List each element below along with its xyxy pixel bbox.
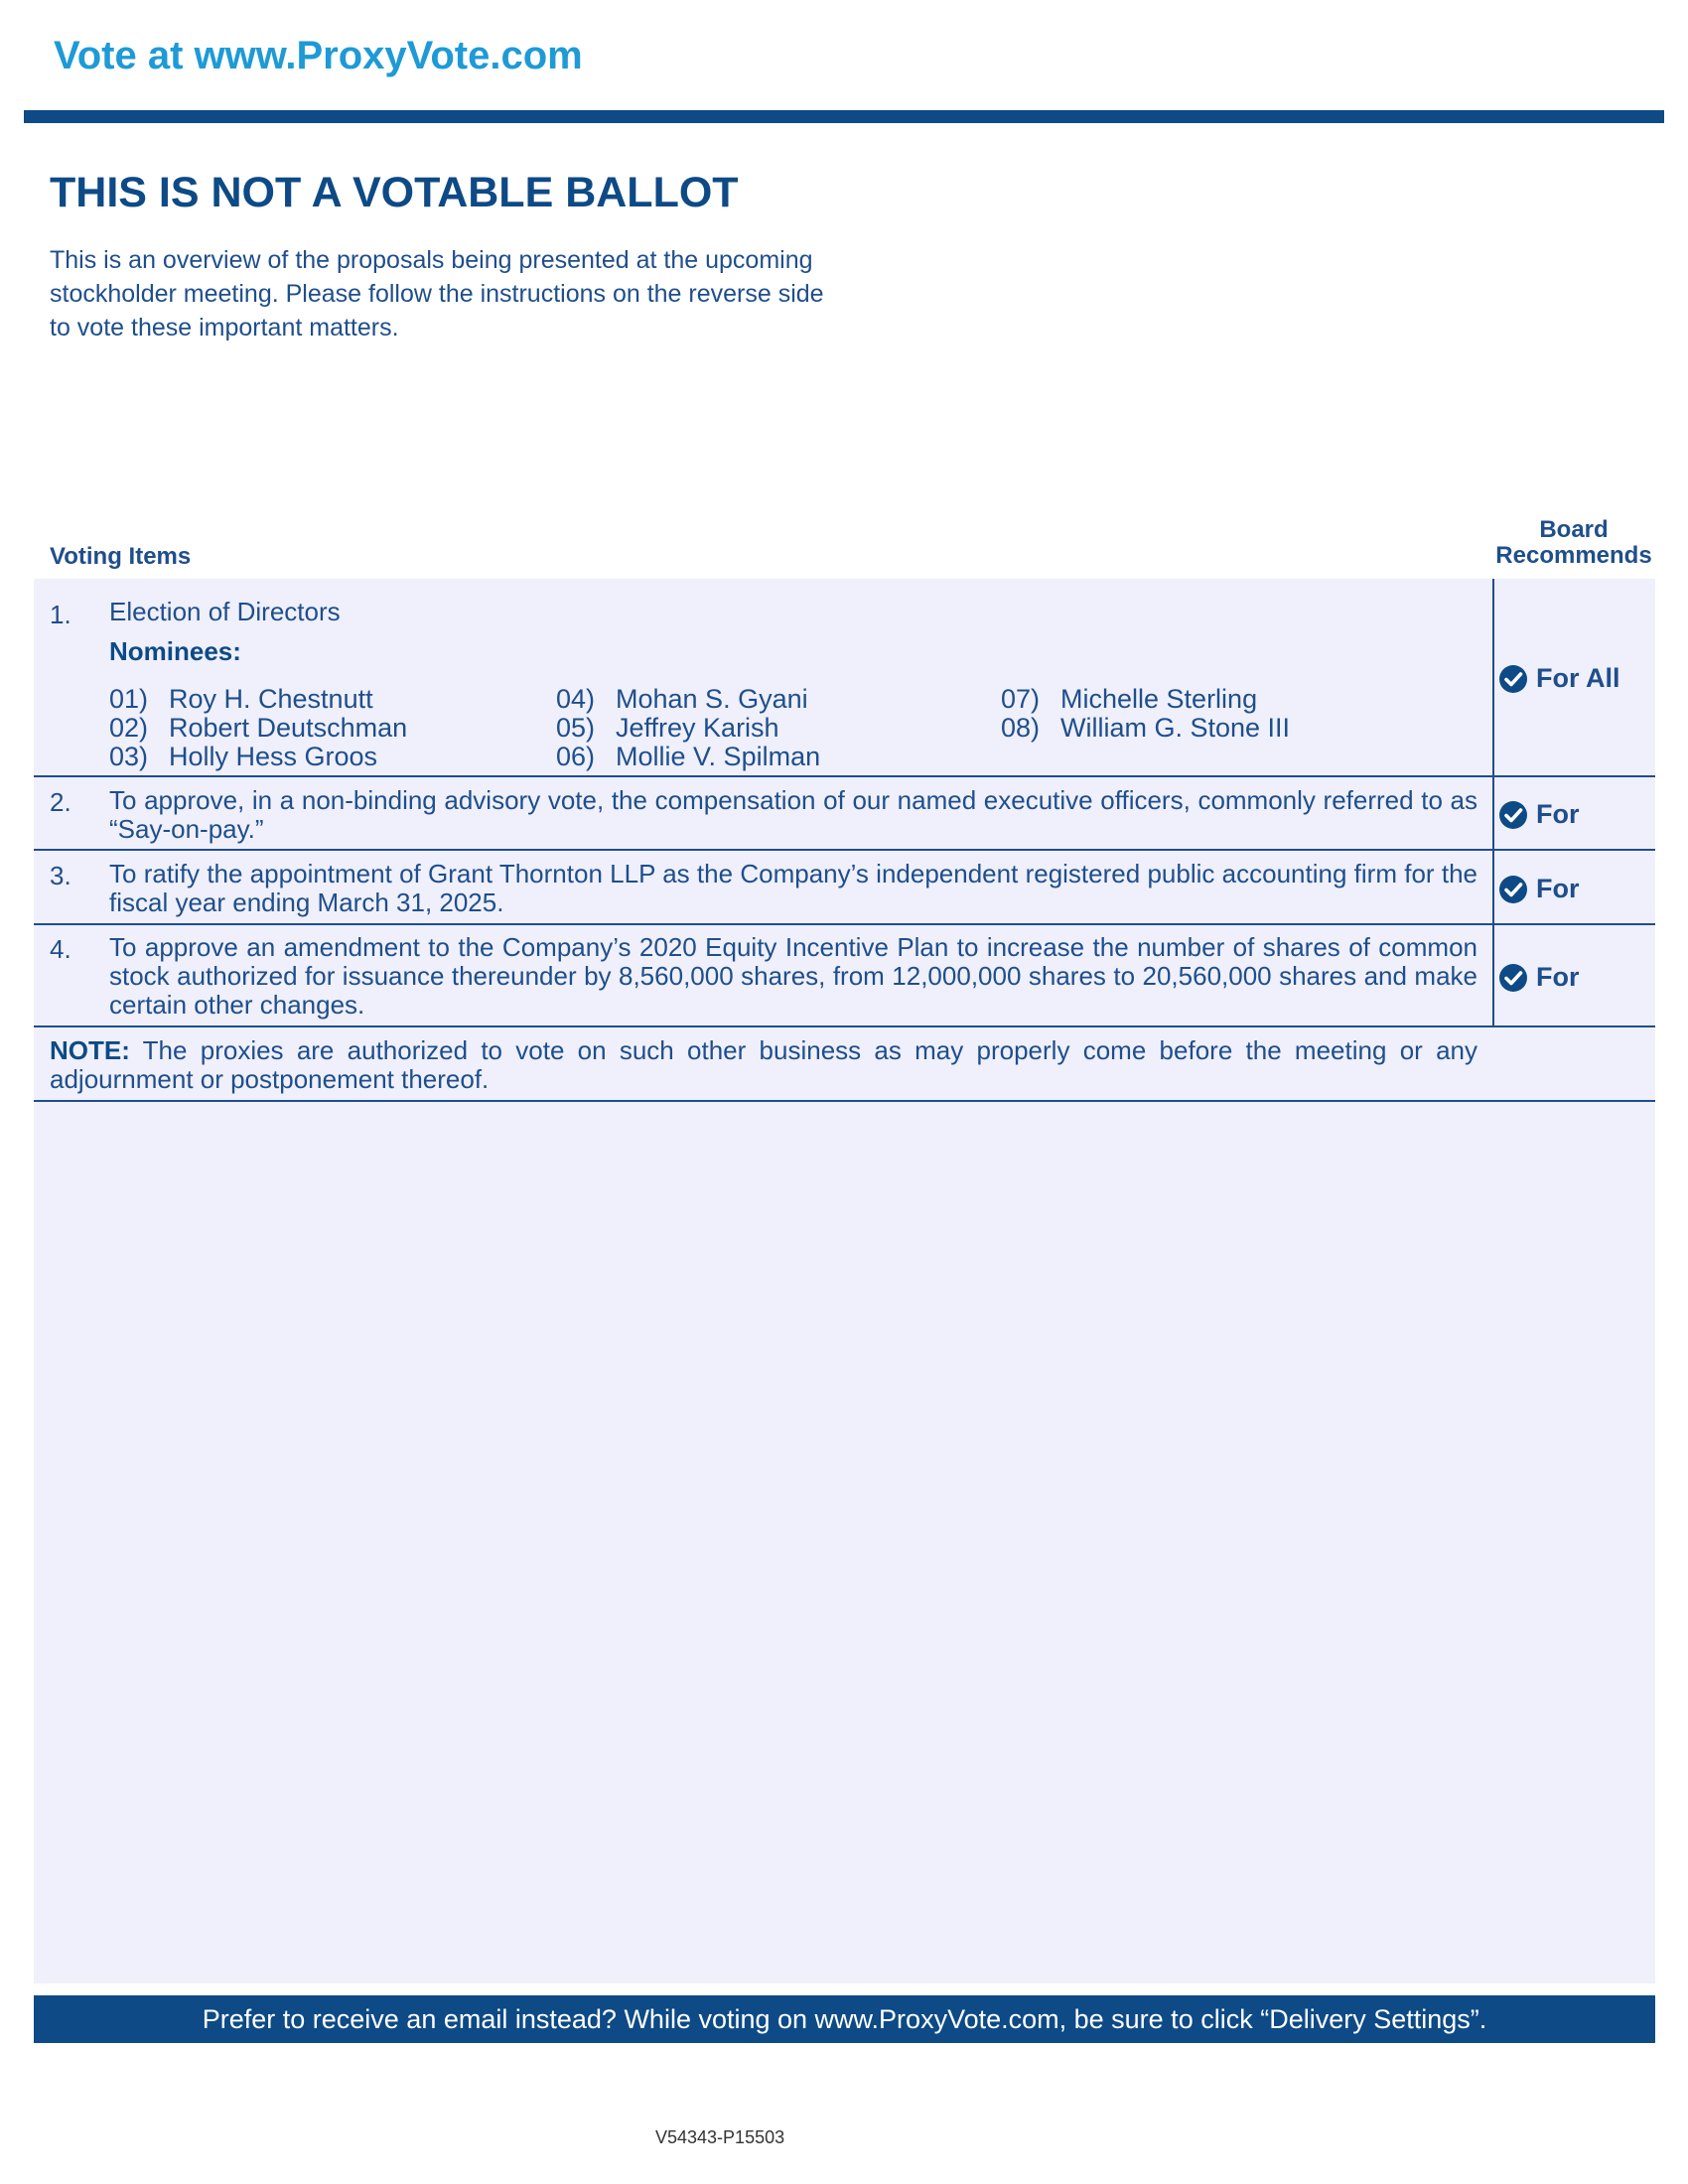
item-2-number: 2. xyxy=(50,787,71,817)
nominee-04: 04) Mohan S. Gyani xyxy=(556,684,808,714)
row-divider xyxy=(34,849,1655,851)
check-circle-icon xyxy=(1498,963,1528,993)
check-circle-icon xyxy=(1498,664,1528,694)
check-circle-icon xyxy=(1498,800,1528,830)
board-column-divider xyxy=(1492,579,1494,1025)
nominee-07: 07) Michelle Sterling xyxy=(1001,684,1258,714)
item-1-recommendation xyxy=(1498,663,1620,694)
column-header-voting-items: Voting Items xyxy=(50,543,192,570)
item-4-recommendation xyxy=(1498,962,1580,993)
intro-text: This is an overview of the proposals being presented at the upcoming stockholder meeting. Please follow the instructions on the reverse side to vote these important matters. xyxy=(50,246,824,341)
nominee-01: 01) Roy H. Chestnutt xyxy=(109,684,373,714)
item-4-number: 4. xyxy=(50,934,71,964)
note xyxy=(50,1036,1477,1094)
item-1-recommendation-label: For All xyxy=(1536,663,1620,693)
nominee-02: 02) Robert Deutschman xyxy=(109,713,408,743)
row-divider xyxy=(34,923,1655,925)
delivery-settings-banner xyxy=(34,1995,1655,2043)
document-code: V54343-P15503 xyxy=(655,2127,785,2147)
item-3-recommendation xyxy=(1498,874,1580,904)
item-4-recommendation-label: For xyxy=(1536,962,1580,992)
header-rule xyxy=(24,110,1664,123)
delivery-settings-text: Prefer to receive an email instead? While voting on www.ProxyVote.com, be sure to click “Delivery Settings”. xyxy=(202,2003,1487,2034)
nominee-03: 03) Holly Hess Groos xyxy=(109,742,378,771)
row-divider xyxy=(34,775,1655,777)
nominee-05: 05) Jeffrey Karish xyxy=(556,713,779,743)
row-divider xyxy=(34,1100,1655,1102)
item-2-recommendation xyxy=(1498,799,1580,830)
nominee-06: 06) Mollie V. Spilman xyxy=(556,742,821,771)
item-1-number: 1. xyxy=(50,600,71,629)
item-1-text: Election of Directors xyxy=(109,597,341,626)
item-3-recommendation-label: For xyxy=(1536,874,1580,903)
row-divider xyxy=(34,1025,1655,1027)
nominees-label: Nominees: xyxy=(109,636,241,666)
item-2-text: To approve, in a non-binding advisory vote, the compensation of our named executive officers, commonly referred to as “Say-on-pay.” xyxy=(109,785,1477,844)
vote-link[interactable]: Vote at www.ProxyVote.com xyxy=(54,34,583,77)
item-3-number: 3. xyxy=(50,861,71,890)
check-circle-icon xyxy=(1498,875,1528,904)
item-3-text: To ratify the appointment of Grant Thornton LLP as the Company’s independent registered public accounting firm for the fiscal year ending March 31, 2025. xyxy=(109,859,1477,917)
note-text: The proxies are authorized to vote on such other business as may properly come before the meeting or any adjournment or postponement thereof. xyxy=(50,1035,1477,1094)
item-2-recommendation-label: For xyxy=(1536,799,1580,829)
note-label: NOTE: xyxy=(50,1035,130,1065)
item-4-text: To approve an amendment to the Company’s 2020 Equity Incentive Plan to increase the number of shares of common stock authorized for issuance thereunder by 8,560,000 shares, from 12,000,000 shares to 20,560,000 shares and make certain other changes. xyxy=(109,932,1477,1020)
page-title: THIS IS NOT A VOTABLE BALLOT xyxy=(50,169,739,216)
nominee-08: 08) William G. Stone III xyxy=(1001,713,1291,743)
column-header-board-recommends: Board Recommends xyxy=(1495,516,1652,569)
